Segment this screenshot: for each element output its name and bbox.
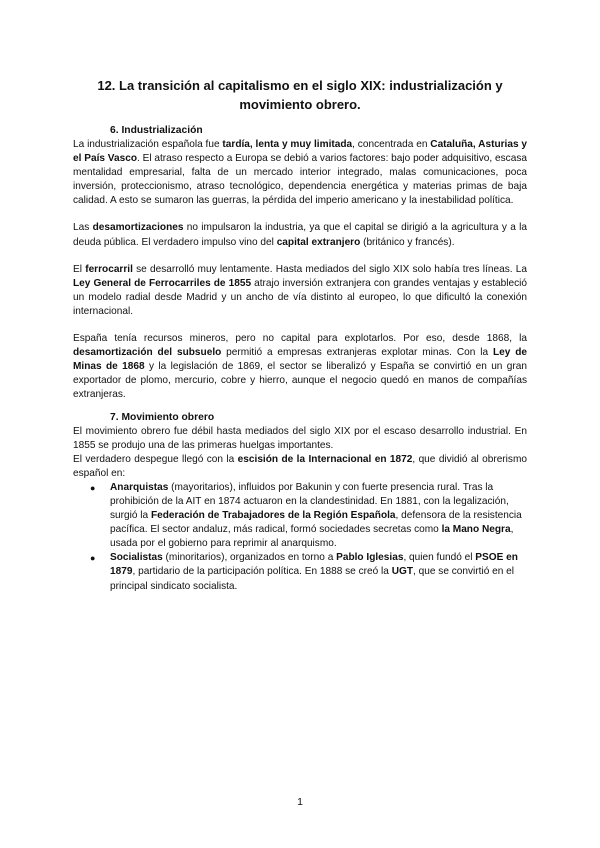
bold-text: desamortización del subsuelo bbox=[73, 347, 222, 359]
bold-text: escisión de la Internacional en 1872 bbox=[237, 453, 413, 465]
text-run: (mayoritarios), influidos por Bakunin y con fuerte presencia rural. Tras la prohibición de la AIT en 1874 actuaron en la clandestinidad. En 1881, con la legalización, surgió la bbox=[110, 481, 509, 522]
bold-text: Pablo Iglesias bbox=[336, 552, 404, 564]
text-run: , quien fundó el bbox=[403, 552, 476, 564]
bold-text: desamortizaciones bbox=[92, 222, 184, 234]
text-run: , usada por el gobierno para reprimir al anarquismo. bbox=[110, 524, 514, 550]
bold-text: Anarquistas bbox=[110, 481, 169, 493]
text-run: La industrialización española fue bbox=[73, 139, 223, 150]
paragraph-industrialization-intro bbox=[73, 138, 527, 208]
text-run: , defensora de la resistencia pacífica. El sector andaluz, más radical, formó sociedades secretas como bbox=[110, 510, 522, 536]
bold-text: tardía, lenta y muy limitada bbox=[222, 139, 353, 150]
bold-text: la Mano Negra bbox=[441, 524, 511, 536]
bullet-list bbox=[73, 481, 527, 594]
bold-text: ferrocarril bbox=[85, 263, 133, 275]
section-heading-movimiento-obrero: 7. Movimiento obrero bbox=[110, 411, 215, 423]
bullet-dot-icon: ● bbox=[90, 553, 96, 564]
bold-text: PSOE en 1879 bbox=[110, 552, 518, 578]
text-run: atrajo inversión extranjera con grandes ventajas y estableció un modelo radial desde Madrid y un ancho de vía distinto al europeo, lo que dificultó la conexión internacional. bbox=[73, 277, 527, 317]
text-run: , partidario de la participación política. En 1888 se creó la bbox=[132, 566, 392, 578]
bold-text: Socialistas bbox=[110, 552, 163, 564]
text-run: El verdadero despegue llegó con la bbox=[73, 453, 238, 465]
text-run: (británico y francés). bbox=[360, 236, 455, 248]
paragraph-mineria bbox=[73, 332, 527, 402]
section-heading-industrialization: 6. Industrialización bbox=[110, 125, 203, 136]
list-item-anarquistas bbox=[73, 481, 527, 551]
list-item-socialistas bbox=[73, 551, 527, 593]
bold-text: Ley de Minas de 1868 bbox=[73, 347, 528, 373]
page-title: 12. La transición al capitalismo en el siglo XIX: industrialización y movimiento obrero. bbox=[97, 78, 503, 112]
bold-text: capital extranjero bbox=[276, 236, 361, 248]
bold-text: Cataluña, Asturias y el País Vasco bbox=[73, 139, 528, 165]
text-run: permitió a empresas extranjeras explotar minas. Con la bbox=[221, 347, 493, 359]
text-run: Las bbox=[73, 222, 93, 234]
paragraph-movimiento-intro: El movimiento obrero fue débil hasta mediados del siglo XIX por el escaso desarrollo industrial. En 1855 se produjo una de las primeras huelgas importantes. bbox=[73, 425, 527, 451]
paragraph-ferrocarril bbox=[73, 263, 527, 319]
paragraph-desamortizaciones bbox=[73, 221, 527, 249]
text-run: no impulsaron la industria, ya que el capital se dirigió a la agricultura y a la deuda pública. El verdadero impulso vino del bbox=[73, 222, 527, 248]
bold-text: UGT bbox=[391, 566, 414, 578]
text-run: , concentrada en bbox=[352, 139, 431, 150]
text-run: . El atraso respecto a Europa se debió a varios factores: bajo poder adquisitivo, escasa mentalidad empresarial, falta de un mercado interior integrado, malas comunicaciones, poca inversión, proteccionismo, atraso tecnológico, dependencia energética y materias primas de baja calidad. A esto se sumaron las guerras, la pérdida del imperio americano y la inestabilidad política. bbox=[73, 153, 527, 207]
document-body bbox=[73, 124, 527, 594]
text-run: España tenía recursos mineros, pero no capital para explotarlos. Por eso, desde 1868, la bbox=[73, 333, 527, 345]
text-run: (minoritarios), organizados en torno a bbox=[162, 552, 337, 564]
text-run: se desarrolló muy lentamente. Hasta mediados del siglo XIX solo había tres líneas. La bbox=[132, 263, 527, 275]
text-run: , que dividió al obrerismo español en: bbox=[73, 453, 527, 479]
bold-text: Ley General de Ferrocarriles de 1855 bbox=[73, 277, 252, 289]
text-run: y la legislación de 1869, el sector se liberalizó y España se convirtió en un gran exportador de plomo, mercurio, cobre y hierro, aunque el negocio quedó en manos de compañías extranjeras. bbox=[73, 361, 527, 401]
bullet-dot-icon: ● bbox=[90, 482, 96, 493]
paragraph-escision bbox=[73, 453, 527, 481]
bold-text: Federación de Trabajadores de la Región Española bbox=[150, 510, 396, 522]
page-number: 1 bbox=[297, 796, 303, 808]
text-run: El bbox=[73, 263, 86, 275]
text-run: , que se convirtió en el principal sindicato socialista. bbox=[110, 566, 515, 592]
